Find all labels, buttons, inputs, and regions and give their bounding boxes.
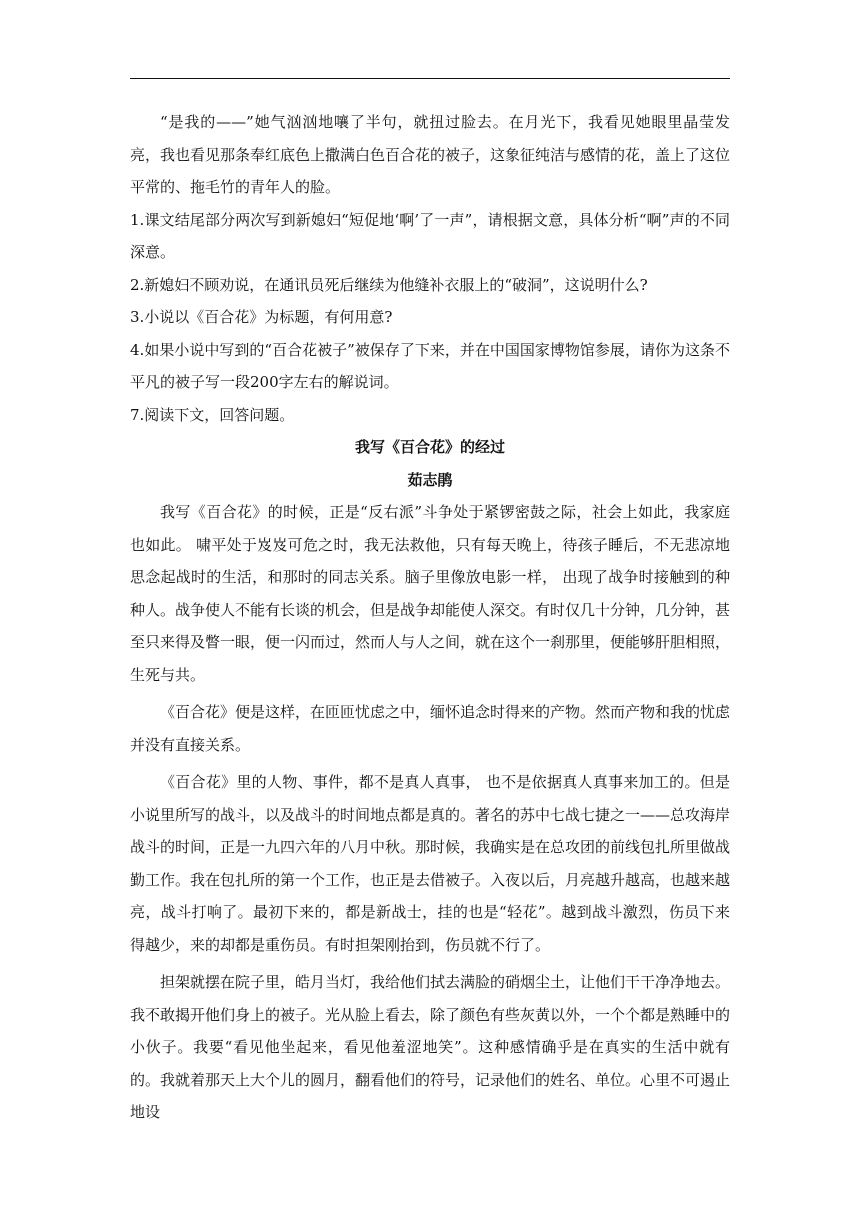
article-title: 我写《百合花》的经过 [354,438,505,456]
header-rule [130,78,730,79]
question-3: 3.小说以《百合花》为标题，有何用意? [130,308,393,326]
question-1: 1.课文结尾部分两次写到新媳妇“短促地‘啊’了一声”，请根据文意，具体分析“啊”声的不同深意。 [130,210,730,261]
passage-ending-paragraph: “是我的——”她气汹汹地嚷了半句，就扭过脸去。在月光下，我看见她眼里晶莹发亮，我也看见那条奉红底色上撒满白色百合花的被子，这象征纯洁与感情的花，盖上了这位平常的、拖毛竹的青年人的脸。 [130,113,731,196]
question-7-heading: 7.阅读下文，回答问题。 [130,405,295,424]
question-4: 4.如果小说中写到的“百合花被子”被保存了下来，并在中国国家博物馆参展，请你为这条不平凡的被子写一段200字左右的解说词。 [130,340,730,391]
article-paragraph-4: 担架就摆在院子里，皓月当灯，我给他们拭去满脸的硝烟尘土，让他们干干净净地去。我不敢揭开他们身上的被子。光从脸上看去，除了颜色有些灰黄以外，一个个都是熟睡中的小伙子。我要“看见他坐起来，看见他羞涩地笑”。这种感情确乎是在真实的生活中就有的。我就着那天上大个儿的圆月，翻看他们的符号，记录他们的姓名、单位。心里不可遏止地设 [130,973,731,1121]
question-2: 2.新媳妇不顾劝说，在通讯员死后继续为他缝补衣服上的“破洞”，这说明什么? [130,275,648,294]
page-content [130,106,730,1129]
article-paragraph-3: 《百合花》里的人物、事件，都不是真人真事， 也不是依据真人真事来加工的。但是小说里所写的战斗，以及战斗的时间地点都是真的。著名的苏中七战七捷之一——总攻海岸战斗的时间，正是一九四六年的八月中秋。那时候，我确实是在总攻团的前线包扎所里做战勤工作。我在包扎所的第一个工作，也正是去借被子。入夜以后，月亮越升越高，也越来越亮，战斗打响了。最初下来的，都是新战士，挂的也是“轻花”。越到战斗激烈，伤员下来得越少，来的却都是重伤员。有时担架刚抬到，伤员就不行了。 [130,773,731,954]
article-paragraph-1: 我写《百合花》的时候，正是“反右派”斗争处于紧锣密鼓之际，社会上如此，我家庭也如此。 啸平处于岌岌可危之时，我无法救他，只有每天晚上，待孩子睡后，不无悲凉地思念起战时的生活，和那时的同志关系。脑子里像放电影一样， 出现了战争时接触到的种种人。战争使人不能有长谈的机会，但是战争却能使人深交。有时仅几十分钟，几分钟，甚至只来得及瞥一眼，便一闪而过，然而人与人之间，就在这个一刹那里，便能够肝胆相照，生死与共。 [130,503,731,684]
article-paragraph-2: 《百合花》便是这样，在匝匝忧虑之中，缅怀追念时得来的产物。然而产物和我的忧虑并没有直接关系。 [130,703,731,754]
article-author: 茹志鹃 [407,470,453,489]
